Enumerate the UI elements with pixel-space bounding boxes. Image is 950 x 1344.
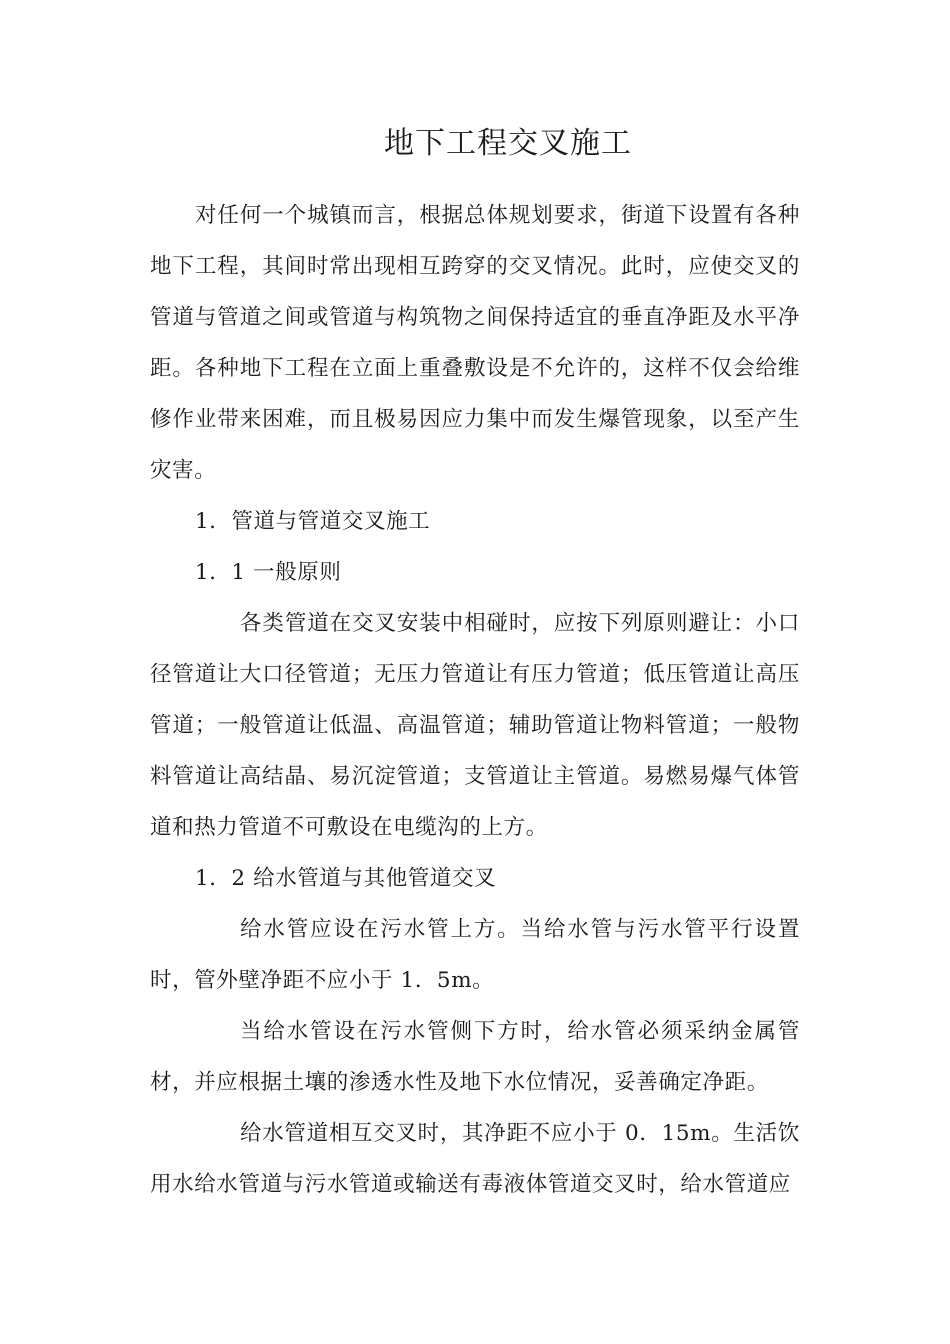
water-sewage-paragraph: 给水管应设在污水管上方。当给水管与污水管平行设置时，管外壁净距不应小于 1．5m。 <box>150 917 800 993</box>
document-body <box>150 190 800 1210</box>
section-heading-1-2: 1．2 给水管道与其他管道交叉 <box>195 866 497 891</box>
section-heading-1-1: 1．1 一般原则 <box>195 560 342 585</box>
section-heading-1: 1．管道与管道交叉施工 <box>195 509 431 534</box>
water-below-paragraph: 当给水管设在污水管侧下方时，给水管必须采纳金属管材，并应根据土壤的渗透水性及地下水位情况，妥善确定净距。 <box>150 1019 800 1095</box>
principles-paragraph: 各类管道在交叉安装中相碰时，应按下列原则避让：小口径管道让大口径管道；无压力管道让有压力管道；低压管道让高压管道；一般管道让低温、高温管道；辅助管道让物料管道；一般物料管道让高结晶、易沉淀管道；支管道让主管道。易燃易爆气体管道和热力管道不可敷设在电缆沟的上方。 <box>150 611 800 840</box>
water-cross-paragraph: 给水管道相互交叉时，其净距不应小于 0．15m。生活饮用水给水管道与污水管道或输送有毒液体管道交叉时，给水管道应 <box>150 1121 800 1197</box>
document-title: 地下工程交叉施工 <box>384 126 632 161</box>
intro-paragraph: 对任何一个城镇而言，根据总体规划要求，街道下设置有各种地下工程，其间时常出现相互跨穿的交叉情况。此时，应使交叉的管道与管道之间或管道与构筑物之间保持适宜的垂直净距及水平净距。各种地下工程在立面上重叠敷设是不允许的，这样不仅会给维修作业带来困难，而且极易因应力集中而发生爆管现象，以至产生灾害。 <box>150 203 800 483</box>
